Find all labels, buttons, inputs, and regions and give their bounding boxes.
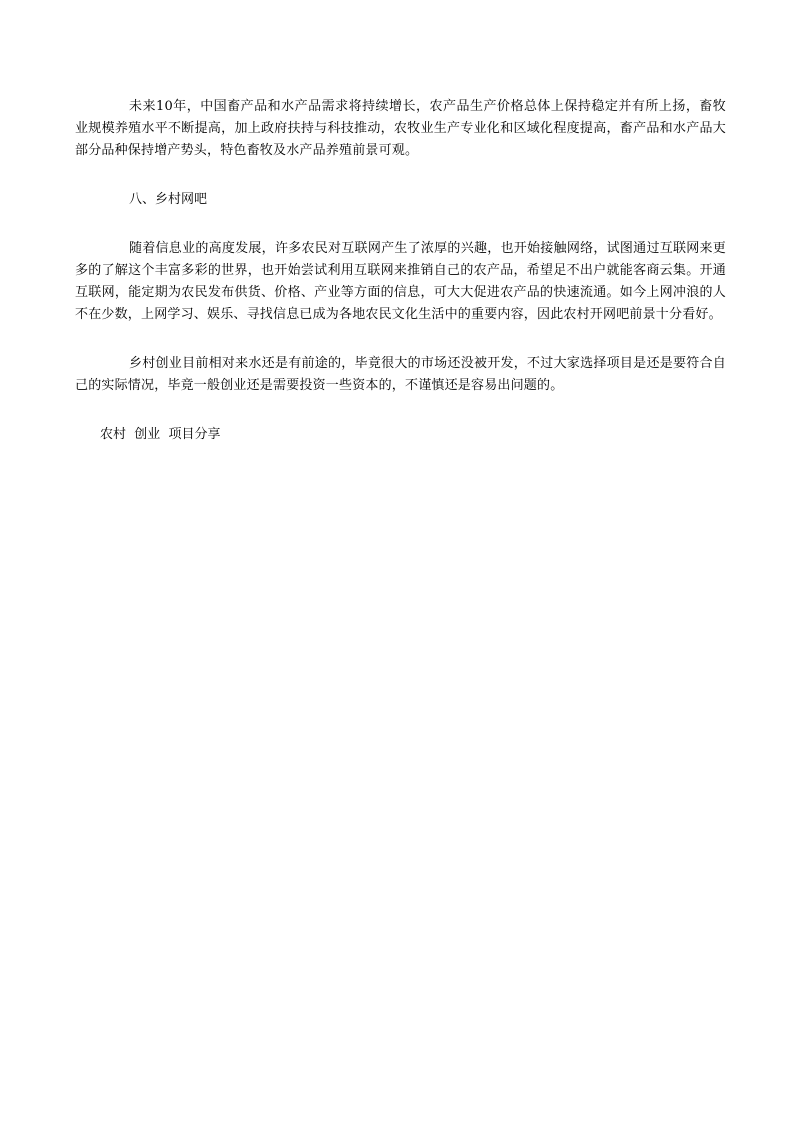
paragraph-conclusion: 乡村创业目前相对来水还是有前途的，毕竟很大的市场还没被开发，不过大家选择项目是还是要符合自己的实际情况，毕竟一般创业还是需要投资一些资本的，不谨慎还是容易出问题的。: [75, 356, 726, 393]
document-body: [75, 96, 726, 446]
tags-line: 农村 创业 项目分享: [100, 427, 221, 442]
paragraph-internet-cafe: 随着信息业的高度发展，许多农民对互联网产生了浓厚的兴趣，也开始接触网络，试图通过互联网来更多的了解这个丰富多彩的世界，也开始尝试利用互联网来推销自己的农产品，希望足不出户就能客商云集。开通互联网，能定期为农民发布供货、价格、产业等方面的信息，可大大促进农产品的快速流通。如今上网冲浪的人不在少数，上网学习、娱乐、寻找信息已成为各地农民文化生活中的重要内容，因此农村开网吧前景十分看好。: [75, 241, 726, 322]
paragraph-livestock-aquaculture: 未来10年，中国畜产品和水产品需求将持续增长，农产品生产价格总体上保持稳定并有所上扬，畜牧业规模养殖水平不断提高，加上政府扶持与科技推动，农牧业生产专业化和区域化程度提高，畜产品和水产品大部分品种保持增产势头，特色畜牧及水产品养殖前景可观。: [75, 99, 726, 158]
section-heading-rural-internet-cafe: 八、乡村网吧: [129, 192, 208, 207]
